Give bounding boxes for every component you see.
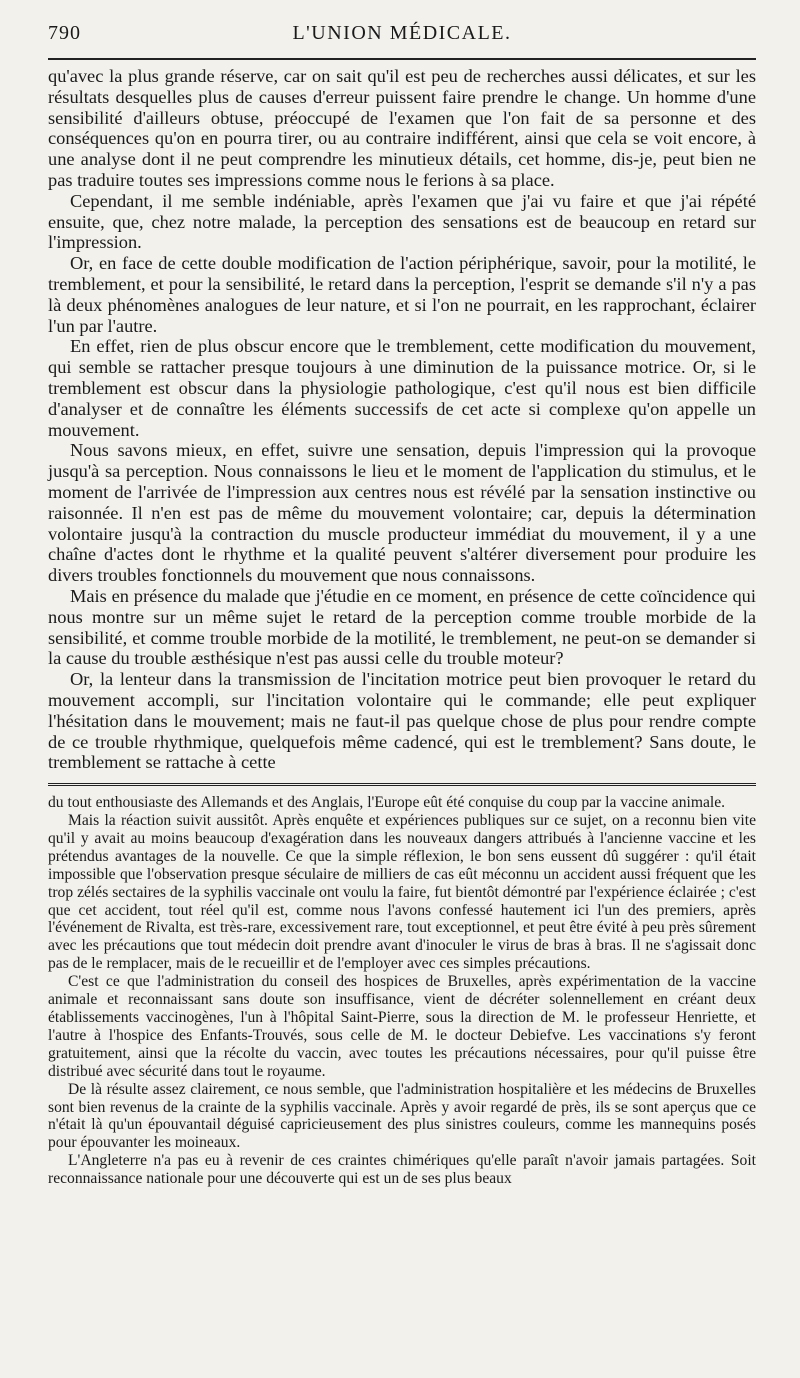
paragraph: Mais en présence du malade que j'étudie en ce moment, en présence de cette coïncidence qui nous montre sur un même sujet le retard de la perception comme trouble morbide de la sensibilité, et comme trouble morbide de la motilité, le tremblement, ne peut-on se demander si la cause du trouble æsthésique n'est pas aussi celle du trouble moteur? — [48, 585, 756, 669]
journal-title: L'UNION MÉDICALE. — [292, 22, 512, 44]
paragraph: Nous savons mieux, en effet, suivre une sensation, depuis l'impression qui la provoque jusqu'à sa perception. Nous connaissons le lieu et le moment de l'application du stimulus, et le moment de l'arrivée de l'impression aux centres nous est révélé par la sensation instinctive ou raisonnée. Il n'en est pas de même du mouvement volontaire; car, depuis la détermination volontaire jusqu'à la contraction du muscle producteur immédiat du mouvement, il y a une chaîne d'actes dont le rhythme et la qualité peuvent s'altérer diversement pour produire les divers troubles fonctionnels du mouvement que nous connaissons. — [48, 440, 756, 586]
paragraph: Or, en face de cette double modification de l'action périphérique, savoir, pour la motilité, le tremblement, et pour la sensibilité, le retard dans la perception, l'esprit se demande s'il n'y a pas là deux phénomènes analogues de leur nature, et si l'on ne pourrait, en les rapprochant, éclairer l'un par l'autre. — [48, 253, 756, 336]
running-header — [48, 22, 756, 52]
paragraph: Or, la lenteur dans la transmission de l'incitation motrice peut bien provoquer le retard du mouvement accompli, sur l'incitation volontaire qui le commande; elle peut expliquer l'hésitation dans le mouvement; mais ne faut-il pas quelque chose de plus pour rendre compte de ce trouble rhythmique, quelquefois même cadencé, qui est le tremblement? Sans doute, le tremblement se rattache à cette — [48, 669, 756, 773]
paragraph: En effet, rien de plus obscur encore que le tremblement, cette modification du mouvement, qui semble se rattacher presque toujours à une diminution de la puissance motrice. Or, si le tremblement est obscur dans la physiologie pathologique, c'est qu'il nous est bien difficile d'analyser et de connaître les éléments successifs de cet acte si complexe qu'on appelle un mouvement. — [48, 336, 756, 440]
feuilleton-divider — [48, 783, 756, 786]
paragraph: qu'avec la plus grande réserve, car on sait qu'il est peu de recherches aussi délicates, et sur les résultats desquelles plus de causes d'erreur puissent faire prendre le change. Un homme d'une sensibilité d'ailleurs obtuse, préoccupé de l'examen que l'on fait de sa personne et des conséquences qu'on en pourra tirer, ou au contraire indifférent, ainsi que cela se voit encore, à une analyse dont il ne peut comprendre les minutieux détails, cet homme, dis-je, peut bien ne pas traduire toutes ses impressions comme nous le ferions à sa place. — [48, 66, 756, 190]
feuilleton-paragraph: C'est ce que l'administration du conseil des hospices de Bruxelles, après expérimentation de la vaccine animale et reconnaissant sans doute son insuffisance, vient de décréter solennellement en créant deux établissements vaccinogènes, l'un à l'hôpital Saint-Pierre, sous la direction de M. le professeur Henriette, et l'autre à l'hospice des Enfants-Trouvés, sous celle de M. le docteur Debiefve. Les vaccinations s'y feront gratuitement, ainsi que la récolte du vaccin, avec toutes les précautions nécessaires, pour qu'il puisse être distribué avec sécurité dans tout le royaume. — [48, 973, 756, 1080]
paragraph: Cependant, il me semble indéniable, après l'examen que j'ai vu faire et que j'ai répété ensuite, que, chez notre malade, la perception des sensations est de beaucoup en retard sur l'impression. — [48, 190, 756, 253]
feuilleton-paragraph: De là résulte assez clairement, ce nous semble, que l'administration hospitalière et les médecins de Bruxelles sont bien revenus de la crainte de la syphilis vaccinale. Après y avoir regardé de près, ils se sont aperçus que ce n'était là qu'un épouvantail déguisé capricieusement des plus sinistres couleurs, comme les mannequins posés pour épouvanter les moineaux. — [48, 1080, 756, 1152]
feuilleton-paragraph: L'Angleterre n'a pas eu à revenir de ces craintes chimériques qu'elle paraît n'avoir jamais partagées. Soit reconnaissance nationale pour une découverte qui est un de ses plus beaux — [48, 1152, 756, 1188]
main-article-text — [48, 66, 756, 773]
feuilleton-text — [48, 794, 756, 1188]
feuilleton-paragraph: du tout enthousiaste des Allemands et des Anglais, l'Europe eût été conquise du coup par la vaccine animale. — [48, 794, 726, 812]
header-rule — [48, 58, 756, 60]
page-number: 790 — [48, 22, 81, 44]
feuilleton-paragraph: Mais la réaction suivit aussitôt. Après enquête et expériences publiques sur ce sujet, on a reconnu bien vite qu'il y avait au moins beaucoup d'exagération dans les nouveaux dangers attribués à l'ancienne vaccine et les prétendus avantages de la nouvelle. Ce que la simple réflexion, le bon sens eussent dû suggérer : qu'il était impossible que l'observation presque séculaire de milliers de cas eût méconnu un accident aussi fréquent que les trop zélés sectaires de la syphilis vaccinale ont voulu la faire, fut bientôt démontré par l'expérience éclairée ; c'est que cet accident, tout réel qu'il est, comme nous l'avons confessé hautement ici l'un des premiers, après l'événement de Rivalta, est très-rare, excessivement rare, tout exceptionnel, et peut être évité à peu près sûrement avec les précautions que tout médecin doit prendre avant d'inoculer le virus de bras à bras. Il ne s'agissait donc pas de le remplacer, mais de le recueillir et de l'employer avec ces simples précautions. — [48, 812, 756, 973]
